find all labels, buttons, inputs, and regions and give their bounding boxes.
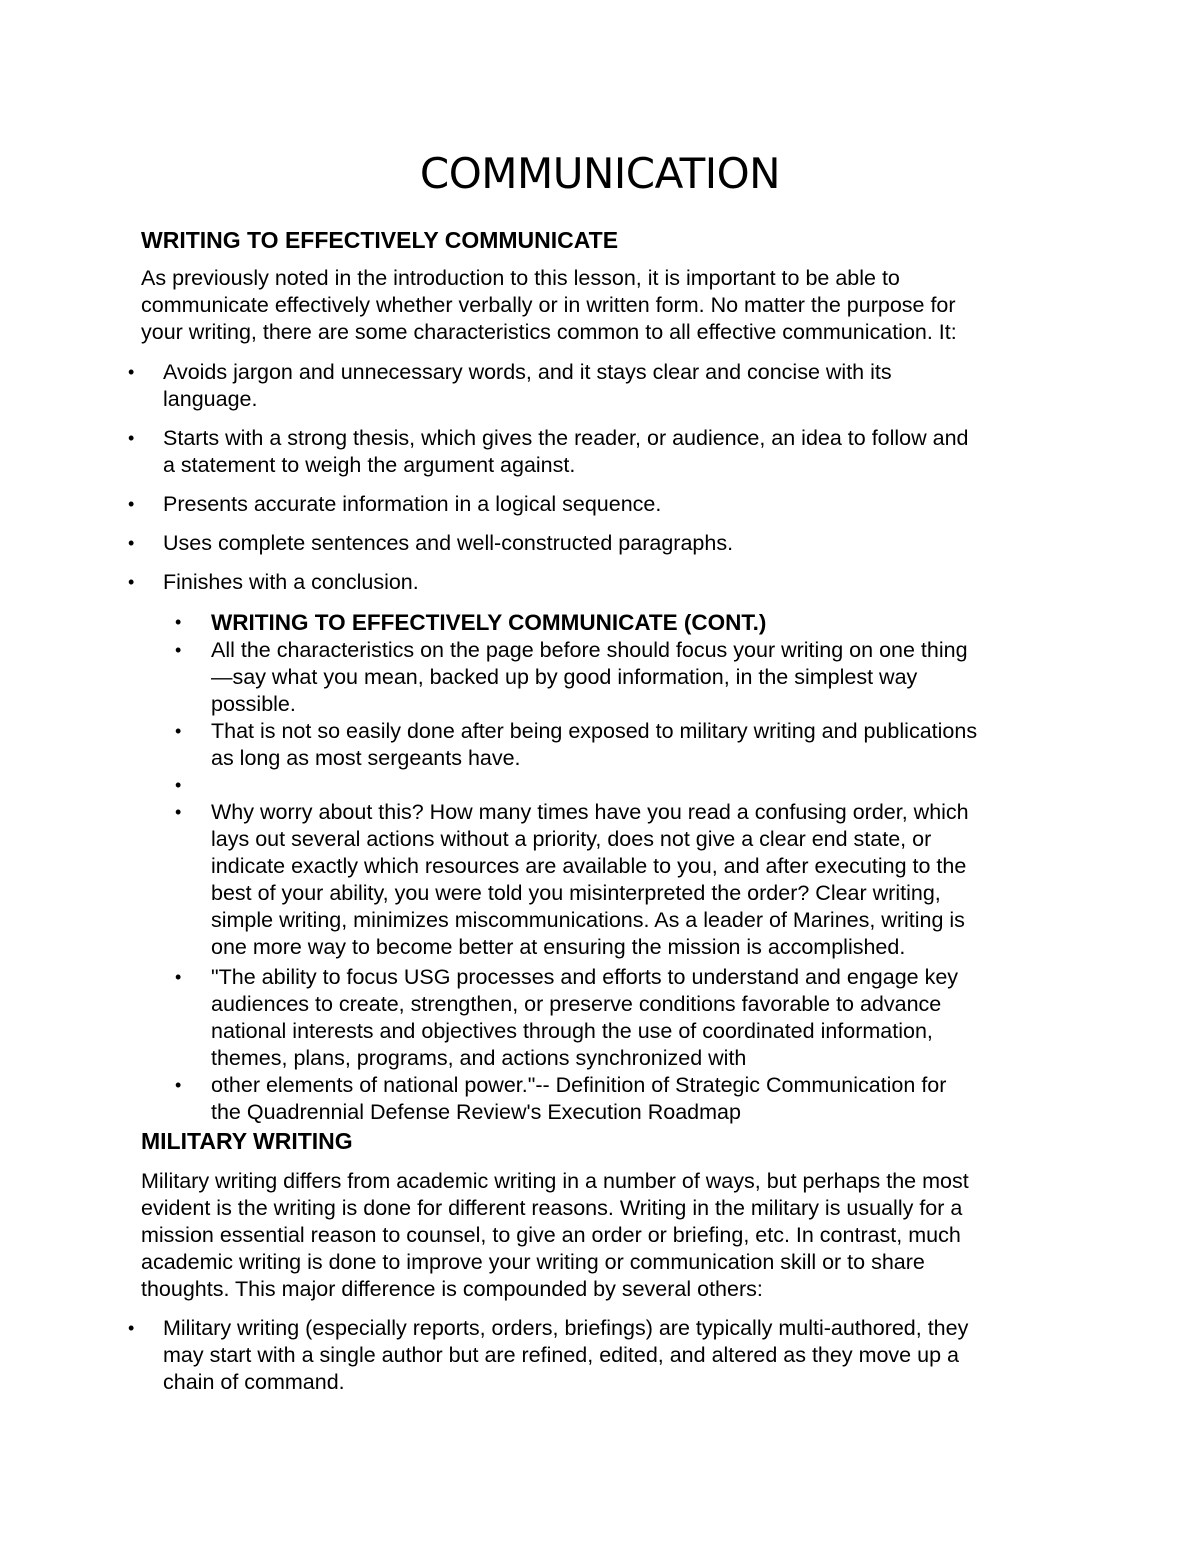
bullet-icon: • xyxy=(128,494,135,514)
bullet-icon: • xyxy=(175,967,182,987)
bullet-icon: • xyxy=(128,428,135,448)
intro-paragraph: As previously noted in the introduction to this lesson, it is important to be able to communicate effectively whether verbally or in written form. No matter the purpose for your writing, there are some characteristics common to all effective communication. It: xyxy=(141,266,957,344)
section-heading-military-writing: MILITARY WRITING xyxy=(141,1128,353,1154)
bullet-icon: • xyxy=(128,533,135,553)
military-writing-paragraph: Military writing differs from academic writing in a number of ways, but perhaps the most evident is the writing is done for different reasons. Writing in the military is usually for a mission essential reason to counsel, to give an order or briefing, etc. In contrast, much academic writing is done to improve your writing or communication skill or to share thoughts. This major difference is compounded by several others: xyxy=(141,1169,969,1301)
bullet-icon: • xyxy=(128,1318,135,1338)
bullet-icon: • xyxy=(175,612,182,632)
bullet-icon: • xyxy=(175,1075,182,1095)
bullet-icon: • xyxy=(175,640,182,660)
bullet-icon: • xyxy=(128,362,135,382)
page-title: COMMUNICATION xyxy=(419,149,781,198)
bullet-icon: • xyxy=(175,775,182,795)
bullet-icon: • xyxy=(175,802,182,822)
bullet-icon: • xyxy=(128,572,135,592)
section-heading-writing: WRITING TO EFFECTIVELY COMMUNICATE xyxy=(141,227,619,253)
bullet-icon: • xyxy=(175,721,182,741)
document-page: COMMUNICATION WRITING TO EFFECTIVELY COMMUNICATE As previously noted in the introduction to this lesson, it is important to be able to communicate effectively whether verbally or in written form. No matter the purpose for your writing, there are some characteristics common to all effective communication. It: • Avoids jargon and unnecessary words, and it stays clear and concise with its language. • Starts with a strong thesis, which gives the reader, or audience, an idea to follow and a statement to weigh the argument against. • Presents accurate information in a logical sequence. • Uses complete sentences and well-constructed paragraphs. • Finishes with a conclusion. • WRITING TO EFFECTIVELY COMMUNICATE (CONT.) • All the characteristics on the page before should focus your writing on one thing —say what you mean, backed up by good information, in the simplest way possible. • That is not so easily done after being exposed to military writing and publications as long as most sergeants have. • • Why worry about this? How many times have you read a confusing order, which lays out several actions without a priority, does not give a clear end state, or indicate exactly which resources are available to you, and after executing to the best of your ability, you were told you misinterpreted the order? Clear writing, simple writing, minimizes miscommunications. As a leader of Marines, writing is one more way to become better at ensuring the mission is accomplished. • "The ability to focus USG processes and efforts to understand and engage key audiences to create, strengthen, or preserve conditions favorable to advance national interests and objectives through the use of coordinated information, themes, plans, programs, and actions synchronized with • other elements of national power."-- Definition of Strategic Communication for the Quadrennial Defense Review's Execution Roadmap MILITARY WRITING Military writing differs from academic writing in a number of ways, but perhaps the most evident is the writing is done for different reasons. Writing in the military is usually for a mission essential reason to counsel, to give an order or briefing, etc. In contrast, much academic writing is done to improve your writing or communication skill or to share thoughts. This major difference is compounded by several others: • Military writing (especially reports, orders, briefings) are typically multi-authored, they may start with a single author but are refined, edited, and altered as they move up a chain of command. xyxy=(0,0,1200,1553)
section-heading-writing-cont: WRITING TO EFFECTIVELY COMMUNICATE (CONT.) xyxy=(211,610,767,635)
